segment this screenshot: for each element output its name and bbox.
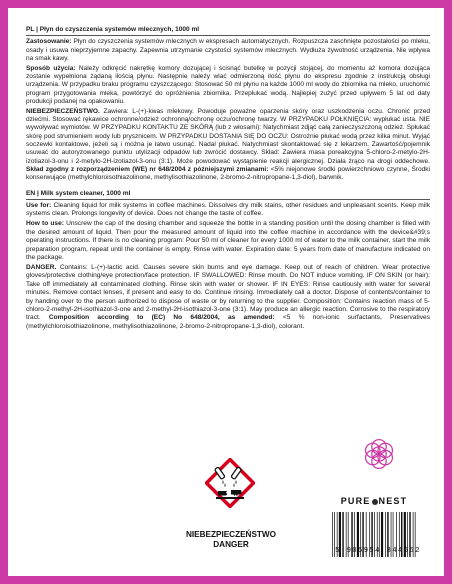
- en-section-header: EN | Milk system cleaner, 1000 ml: [26, 190, 430, 200]
- pl-hazard-label: NIEBEZPIECZEŃSTWO.: [26, 107, 100, 115]
- corrosion-ghs05-icon: [205, 458, 255, 508]
- en-use-text: Cleaning liquid for milk systems in coffee machines. Dissolves dry milk stains, other residues and unpleasant scents. Keep milk systems clean. Prolongs longevity of device. Does not change the taste of coffee.: [26, 201, 430, 218]
- en-hazard-paragraph: [26, 264, 430, 331]
- pl-composition-text: <5% niejonowe środki powierzchniowo czynne, Środki konserwujące (methylchloroisothiazolinone, methylisothiazolinone, 2-bromo-2-nitropropane-1,3-diol), barwnik.: [26, 165, 430, 182]
- en-hazard-text: Contains: L-(+)-lactic acid. Causes severe skin burns and eye damage. Keep out of reach of children. Wear protective gloves/protective clothing/eye protection/face protection. IF SWALLOWED: Rinse mouth. Do NOT induce vomiting. IF ON SKIN (or hair): Take off immediately all contaminated clothing. Rinse skin with water or shower. IF IN EYES: Rinse cautiously with water for several minutes. Remove contact lenses, if present and easy to do. Continue rinsing. Immediately call a doctor. Dispose of contents/container to by handing over to the person authorized to dispose of waste or by returning to the supplier. Composition: Contains reaction mass of 5-chloro-2-methyl-2H-isothiazol-3-one and 2-methyl-2H-isothiazol-3-one (3:1). May produce an allergic reaction. Corrosive to the respiratory tract.: [26, 263, 430, 322]
- en-use-paragraph: [26, 202, 430, 219]
- brand-name-right: NEST: [378, 496, 408, 506]
- en-composition-label: Composition according to (EC) No 648/2004, as amended:: [48, 314, 275, 322]
- pl-use-text: Płyn do czyszczenia systemów mlecznych w ekspresach automatycznych. Rozpuszcza zaschnięte pozostałości po mleku, osady i usuwa nieprzyjemne zapachy. Zapewnia utrzymanie czystości systemów mlecznych. Wydłuża żywotność urządzenia. Nie wpływa na smak kawy.: [26, 38, 430, 62]
- pl-section-header: PL | Płyn do czyszczenia systemów mlecznych, 1000 ml: [26, 26, 430, 36]
- en-hazard-label: DANGER.: [26, 263, 57, 271]
- en-method-text: Unscrew the cap of the dosing chamber and squeeze the bottle in a standing position until the dosing chamber is filled with the desired amount of liquid. Then pour the measured amount of liquid into the coffee machine in accordance with the device&#39;s operating instructions. If there is no cleaning program: Pour 50 ml of cleaner for every 1000 ml of water to the milk container, start the milk preparation program, repeat until the container is empty. Rinse with water. Expiration date: 5 years from date of manufacture indicated on the package.: [26, 220, 430, 261]
- pl-composition-label: Skład zgodny z rozporządzeniem (WE) nr 648/2004 z późniejszymi zmianami:: [26, 165, 269, 173]
- en-method-paragraph: [26, 220, 430, 262]
- pl-use-paragraph: [26, 38, 430, 63]
- signal-word-en: DANGER: [213, 540, 249, 549]
- pl-use-label: Zastosowanie:: [26, 38, 72, 46]
- signal-word-pl: NIEBEZPIECZEŃSTWO: [185, 530, 277, 539]
- flower-of-life-logo-icon: [355, 430, 403, 478]
- pl-method-paragraph: [26, 65, 430, 106]
- brand-logo-text: [318, 496, 430, 506]
- pl-hazard-paragraph: [26, 108, 430, 183]
- barcode-number: 5 905954 844562: [335, 547, 421, 555]
- en-block: [26, 190, 430, 332]
- label-text-area: [26, 26, 430, 333]
- en-composition-text: <5 % non-ionic surfactants, Preservatives (methylchloroisothiazolinone, methylisothiazolinone, 2-bromo-2-nitropropane-1,3-diol), colorant.: [26, 314, 430, 330]
- pl-method-label: Sposób użycia:: [26, 64, 76, 72]
- en-method-label: How to use:: [26, 220, 64, 228]
- brand-dot-icon: [372, 499, 378, 505]
- en-use-label: Use for:: [26, 201, 52, 209]
- pl-hazard-text: Zawiera: L-(+)-kwas mlekowy. Powoduje poważne oparzenia skóry oraz uszkodzenia oczu. Chronić przed dziećmi. Stosować rękawice ochronne/odzież ochronną/ochronę oczu/ochronę twarzy. W PRZYPADKU POŁKNIĘCIA: wypłukać usta. NIE wywoływać wymiotów. W PRZYPADKU KONTAKTU ZE SKÓRĄ (lub z włosami): Natychmiast zdjąć całą zanieczyszczoną odzież. Spłukać skórę pod strumieniem wody lub prysznicem. W PRZYPADKU DOSTANIA SIĘ DO OCZU: Ostrożnie płukać wodą przez kilka minut. Wyjąć soczewki kontaktowe, jeżeli są i można je łatwo usunąć. Nadal płukać. Natychmiast skontaktować się z lekarzem. Zawartość/pojemnik usuwać do autoryzowanego punktu utylizacji odpadów lub zwrócić dostawcy. Skład: Zawiera masa poreakcyjna 5-chloro-2-metylo-2H-izotiazol-3-onu i 2-metylo-2H-izotiazol-3-onu (3:1). Może powodować wystąpienie reakcji alergicznej. Działa żrąco na drogi oddechowe.: [26, 107, 430, 165]
- pl-method-text: Należy odkręcić nakrętkę komory dozującej i ścisnąć butelkę w pozycji stojącej, do momentu aż komora dozująca zostanie wypełniona żądaną ilością płynu. Następnie należy wlać odmierzoną ilość płynu do ekspresu zgodnie z instrukcją obsługi urządzenia. W przypadku braku programu czyszczącego: Stosować 50 ml płynu na każde 1000 ml wody do zbiornika na mleko, uruchomić program przygotowania mleka, powtórzyć do opróżnienia zbiornika. Przepłukać wodą. Najlepiej zużyć przed upływem 5 lat od daty produkcji podanej na opakowaniu.: [26, 64, 430, 105]
- signal-words: [150, 530, 312, 550]
- brand-name-left: PURE: [340, 496, 371, 506]
